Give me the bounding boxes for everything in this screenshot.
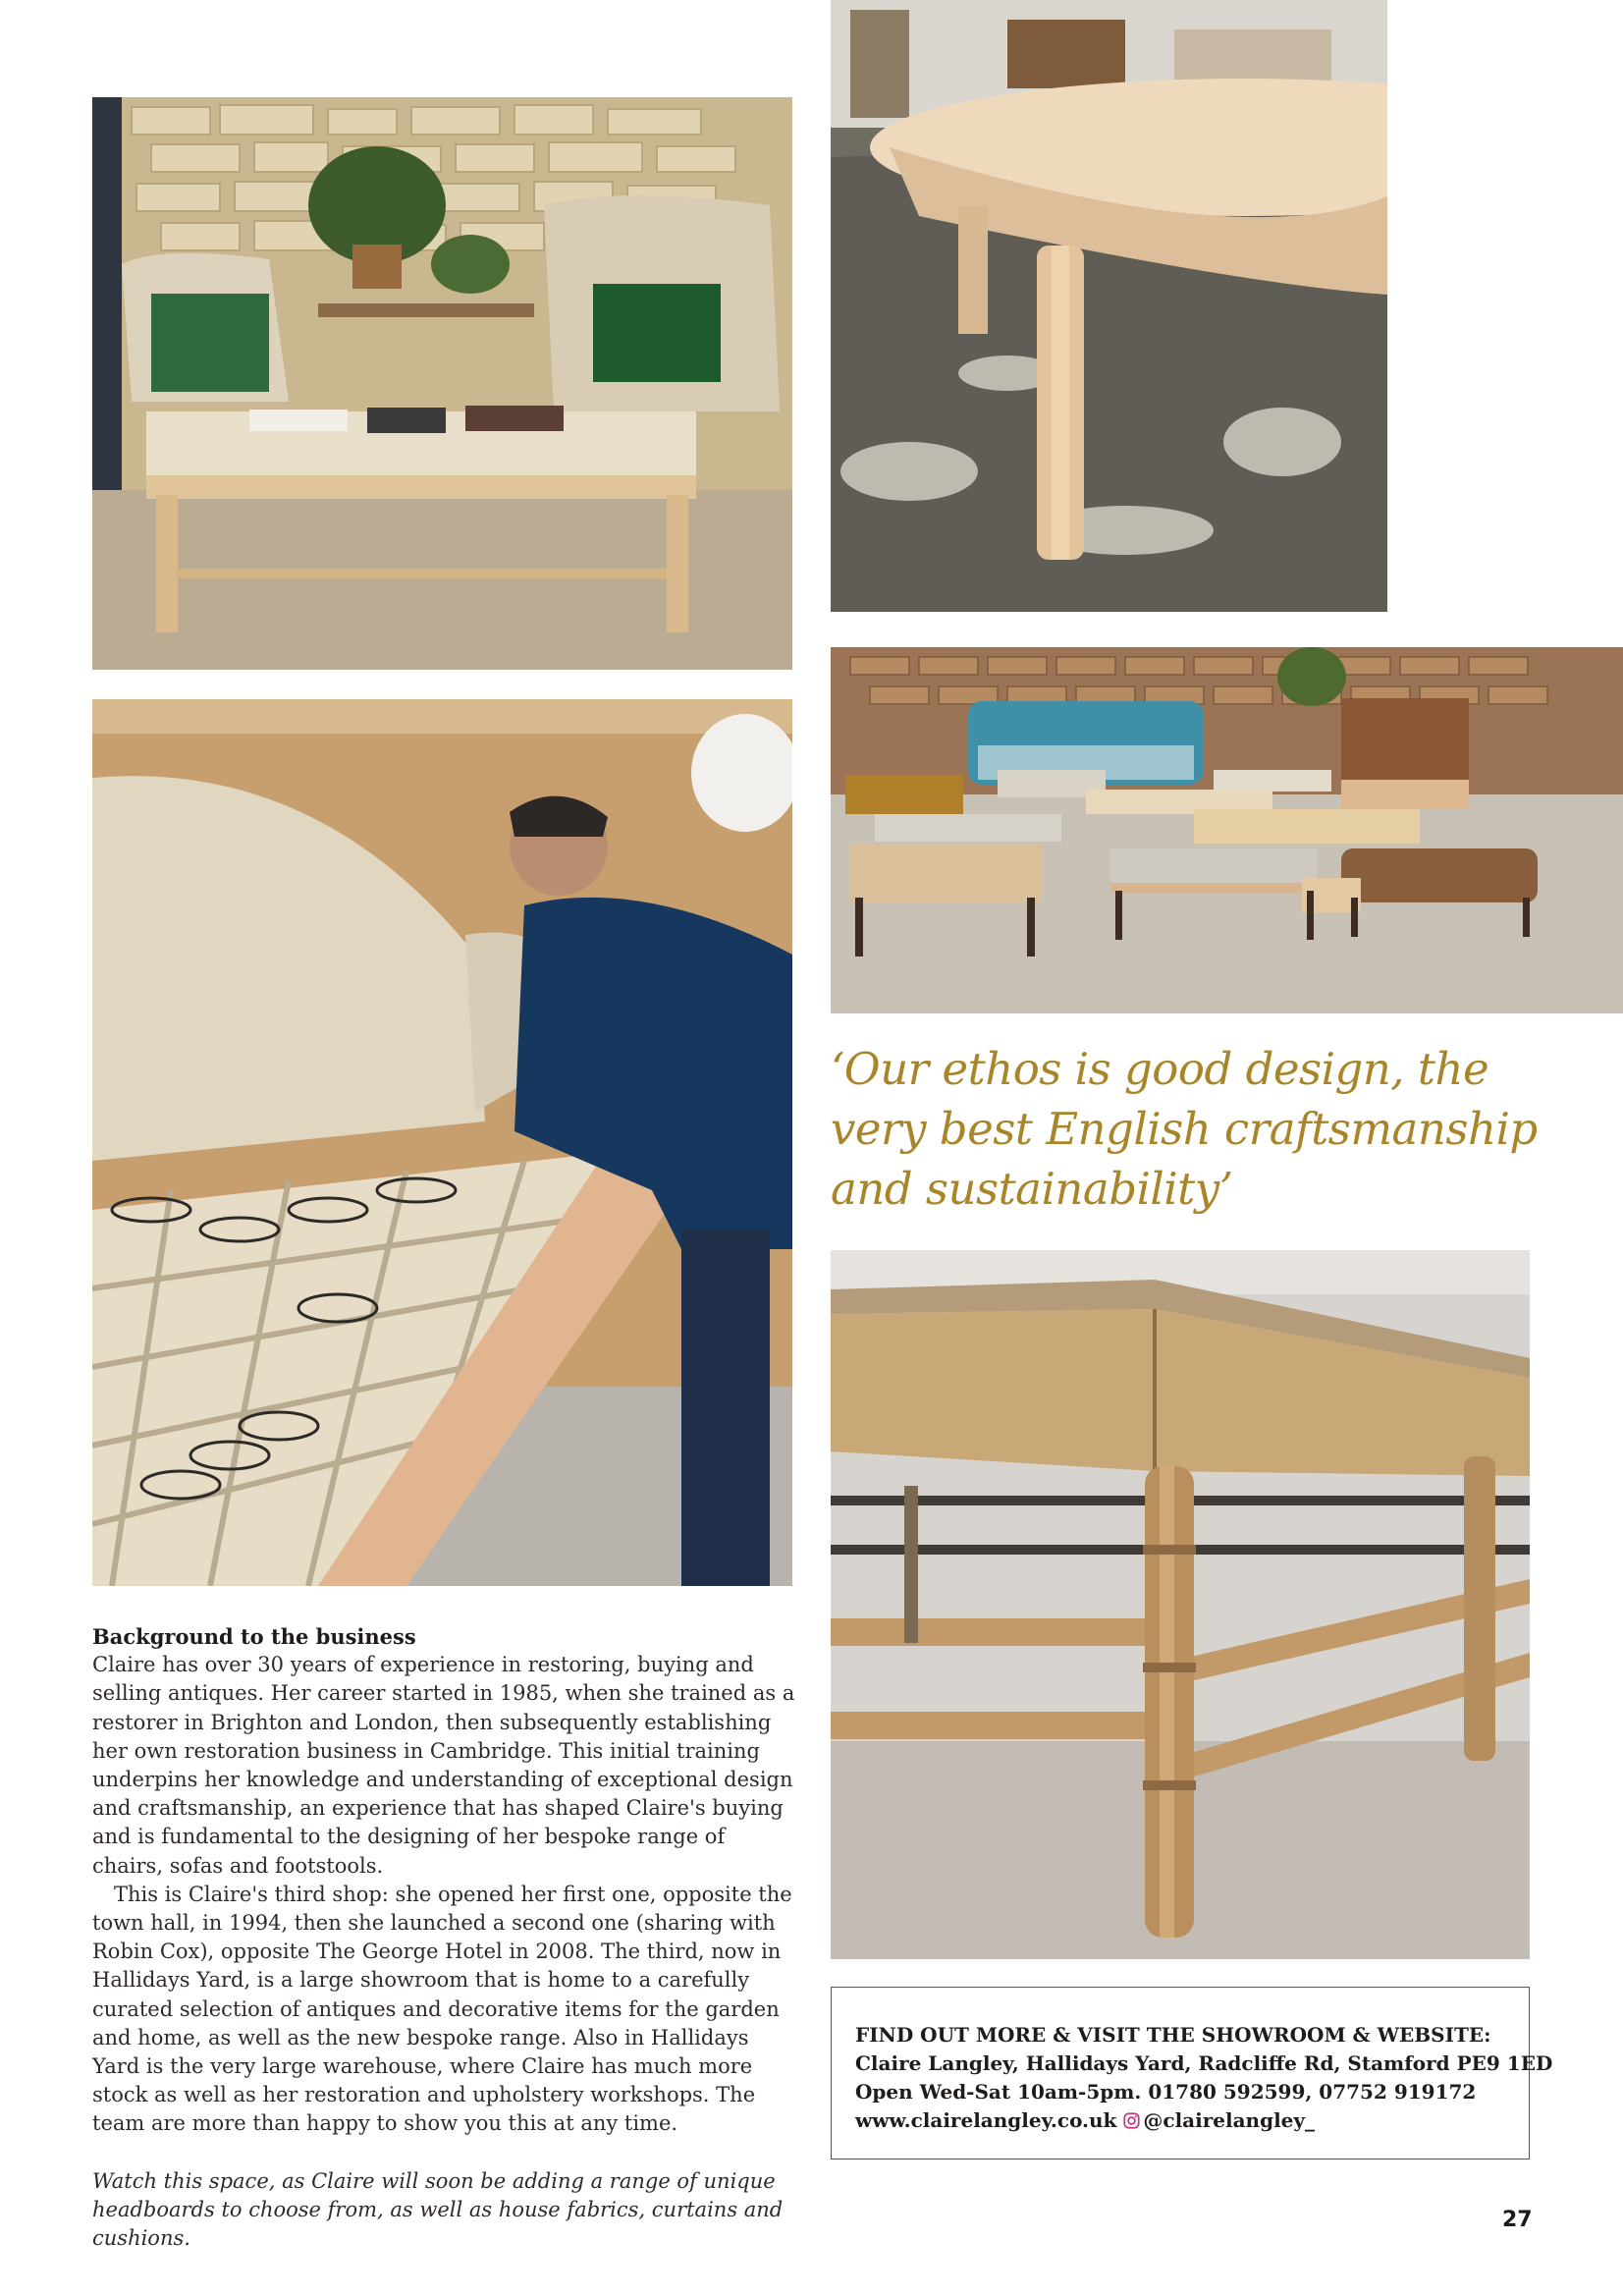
article-paragraph: Claire has over 30 years of experience in restoring, buying and selling antiques. Her career started in 1985, when she trained as a restorer in Brighton and London, then subsequently establishing her own restoration business in Cambridge. This initial training underpins her knowledge and understanding of exceptional design and craftsmanship, an experience that has shaped Claire's buying and is fundamental to the designing of her bespoke range of chairs, sofas and footstools. bbox=[92, 1653, 795, 1878]
closing-note: Watch this space, as Claire will soon be adding a range of unique headboards to choose from, as well as house fabrics, curtains and cushions. bbox=[92, 2168, 784, 2251]
website-link[interactable]: www.clairelangley.co.uk bbox=[855, 2108, 1117, 2132]
article-body bbox=[92, 1622, 799, 2253]
instagram-icon bbox=[1123, 2112, 1140, 2129]
info-heading: FIND OUT MORE & VISIT THE SHOWROOM & WEBSITE: bbox=[855, 2023, 1491, 2047]
workshop-table-photo bbox=[831, 0, 1387, 612]
bench-detail-photo bbox=[831, 1250, 1530, 1959]
lounge-photo bbox=[92, 97, 792, 670]
page-number: 27 bbox=[1502, 2208, 1533, 2232]
info-web-social bbox=[855, 2106, 1505, 2135]
instagram-handle[interactable]: @clairelangley_ bbox=[1143, 2108, 1316, 2132]
pull-quote: ‘Our ethos is good design, the very best English craftsmanship and sustainability’ bbox=[831, 1043, 1538, 1215]
info-hours-phone: Open Wed-Sat 10am-5pm. 01780 592599, 07752 919172 bbox=[855, 2080, 1477, 2104]
upholsterer-photo bbox=[92, 699, 792, 1586]
info-address: Claire Langley, Hallidays Yard, Radcliffe Rd, Stamford PE9 1ED bbox=[855, 2051, 1553, 2075]
contact-info-box bbox=[831, 1987, 1553, 2159]
footstools-showroom-photo bbox=[831, 647, 1623, 1013]
article-paragraph: This is Claire's third shop: she opened her first one, opposite the town hall, in 1994, then she launched a second one (sharing with Robin Cox), opposite The George Hotel in 2008. The third, now in Hallidays Yard, is a large showroom that is home to a carefully curated selection of antiques and decorative items for the garden and home, as well as the new bespoke range. Also in Hallidays Yard is the very large warehouse, where Claire has much more stock as well as her restoration and upholstery workshops. The team are more than happy to show you this at any time. bbox=[92, 1882, 792, 2136]
section-heading: Background to the business bbox=[92, 1624, 416, 1649]
